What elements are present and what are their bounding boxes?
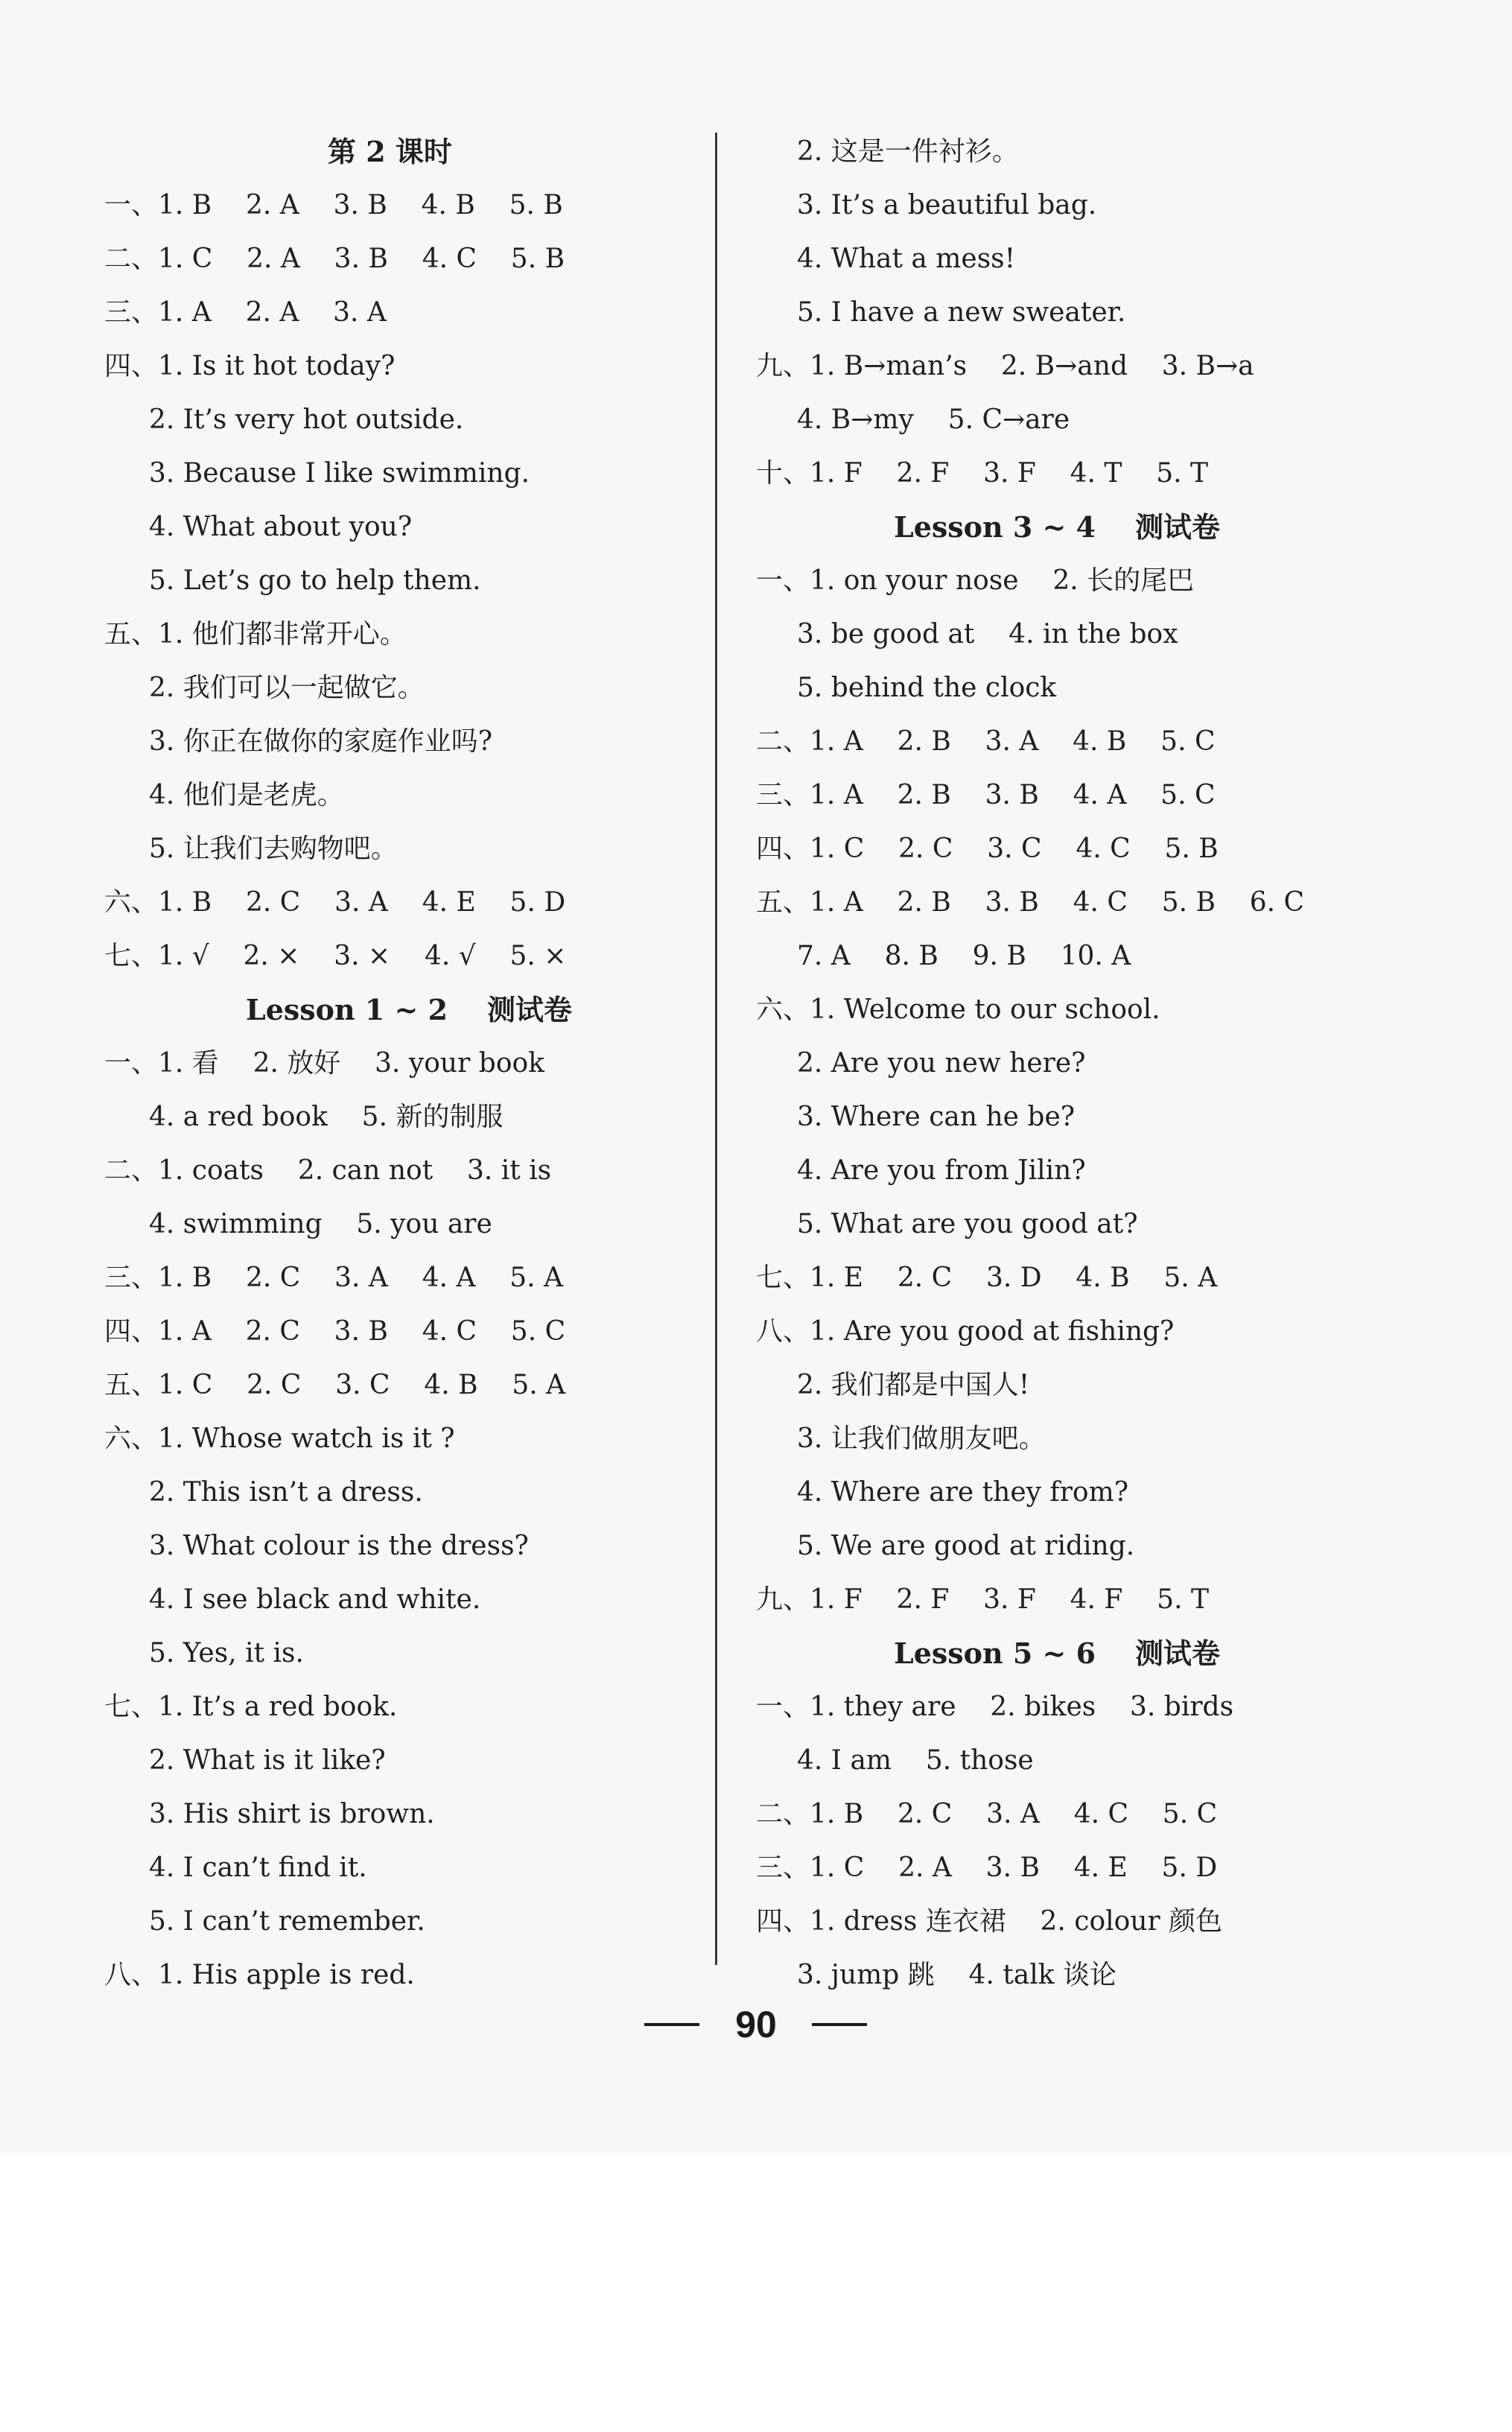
page-number-rule-right [812,2023,867,2026]
answer-line: 5. 让我们去购物吧。 [149,834,398,864]
answer-line: 七、1. E 2. C 3. D 4. B 5. A [756,1263,1218,1293]
answer-line: 2. 我们可以一起做它。 [149,673,425,703]
answer-line: 2. 我们都是中国人! [797,1370,1030,1400]
page-number: 90 [735,2004,777,2045]
answer-line: 3. Because I like swimming. [149,458,530,489]
answer-line: 五、1. A 2. B 3. B 4. C 5. B 6. C [756,887,1305,918]
answer-line: 4. What about you? [149,512,413,542]
answer-line: 2. Are you new here? [797,1048,1086,1079]
answer-line: 四、1. C 2. C 3. C 4. C 5. B [756,834,1219,864]
answer-line: 5. What are you good at? [797,1209,1138,1239]
answer-line: 4. I am 5. those [797,1745,1034,1776]
answer-line: 五、1. 他们都非常开心。 [104,619,407,650]
answer-line: 二、1. B 2. C 3. A 4. C 5. C [756,1799,1218,1829]
answer-line: 三、1. A 2. A 3. A [104,297,387,328]
answer-line: 六、1. Welcome to our school. [756,994,1160,1025]
answer-line: 十、1. F 2. F 3. F 4. T 5. T [756,458,1209,489]
answer-line: 2. 这是一件衬衫。 [797,136,1019,167]
answer-line: 5. Yes, it is. [149,1638,304,1669]
answer-line: 二、1. coats 2. can not 3. it is [104,1155,552,1186]
answer-line: 九、1. F 2. F 3. F 4. F 5. T [756,1584,1209,1615]
section-heading: Lesson 1 ~ 2 测试卷 [246,993,572,1026]
answer-line: 六、1. Whose watch is it ? [104,1423,455,1454]
answer-line: 2. What is it like? [149,1745,386,1776]
section-heading: Lesson 3 ~ 4 测试卷 [894,510,1220,544]
answer-line: 八、1. His apple is red. [104,1960,415,1990]
answer-line: 4. I see black and white. [149,1584,481,1615]
answer-line: 二、1. C 2. A 3. B 4. C 5. B [104,244,565,274]
answer-line: 四、1. dress 连衣裙 2. colour 颜色 [756,1906,1223,1937]
answer-line: 4. What a mess! [797,244,1016,274]
answer-line: 5. I can’t remember. [149,1906,425,1937]
answer-line: 4. Are you from Jilin? [797,1155,1086,1186]
answer-line: 3. What colour is the dress? [149,1531,529,1561]
answer-line: 7. A 8. B 9. B 10. A [797,941,1131,971]
answer-line: 5. Let’s go to help them. [149,565,481,596]
answer-line: 3. be good at 4. in the box [797,619,1178,650]
section-heading: 第 2 课时 [328,135,452,168]
column-divider [715,133,717,1965]
section-heading: Lesson 5 ~ 6 测试卷 [894,1636,1220,1670]
answer-line: 4. 他们是老虎。 [149,780,344,810]
answer-line: 五、1. C 2. C 3. C 4. B 5. A [104,1370,566,1400]
answer-line: 4. Where are they from? [797,1477,1129,1508]
answer-line: 三、1. A 2. B 3. B 4. A 5. C [756,780,1216,810]
answer-line: 一、1. B 2. A 3. B 4. B 5. B [104,190,563,220]
blank-margin [0,2153,1512,2432]
answer-line: 七、1. √ 2. × 3. × 4. √ 5. × [104,941,567,971]
answer-line: 3. His shirt is brown. [149,1799,435,1829]
answer-line: 二、1. A 2. B 3. A 4. B 5. C [756,726,1216,757]
answer-line: 一、1. on your nose 2. 长的尾巴 [756,565,1195,596]
page-number-footer [0,2002,1512,2047]
answer-line: 4. B→my 5. C→are [797,404,1070,435]
answer-line: 2. This isn’t a dress. [149,1477,423,1508]
answer-line: 七、1. It’s a red book. [104,1692,398,1722]
answer-line: 3. 你正在做你的家庭作业吗? [149,726,493,757]
answer-line: 3. jump 跳 4. talk 谈论 [797,1960,1117,1990]
answer-line: 3. Where can he be? [797,1102,1076,1132]
answer-line: 5. behind the clock [797,673,1057,703]
answer-line: 四、1. Is it hot today? [104,351,396,381]
answer-line: 三、1. B 2. C 3. A 4. A 5. A [104,1263,564,1293]
answer-line: 3. It’s a beautiful bag. [797,190,1097,220]
answer-line: 一、1. they are 2. bikes 3. birds [756,1692,1234,1722]
answer-line: 四、1. A 2. C 3. B 4. C 5. C [104,1316,566,1347]
answer-line: 5. I have a new sweater. [797,297,1126,328]
answer-line: 三、1. C 2. A 3. B 4. E 5. D [756,1852,1218,1883]
answer-line: 5. We are good at riding. [797,1531,1135,1561]
answer-line: 一、1. 看 2. 放好 3. your book [104,1048,544,1079]
answer-line: 3. 让我们做朋友吧。 [797,1423,1046,1454]
answer-line: 4. a red book 5. 新的制服 [149,1102,504,1132]
answer-line: 4. swimming 5. you are [149,1209,492,1239]
answer-line: 九、1. B→man’s 2. B→and 3. B→a [756,351,1254,381]
answer-line: 4. I can’t find it. [149,1852,367,1883]
answer-line: 2. It’s very hot outside. [149,404,464,435]
answer-line: 八、1. Are you good at fishing? [756,1316,1175,1347]
answer-line: 六、1. B 2. C 3. A 4. E 5. D [104,887,566,918]
